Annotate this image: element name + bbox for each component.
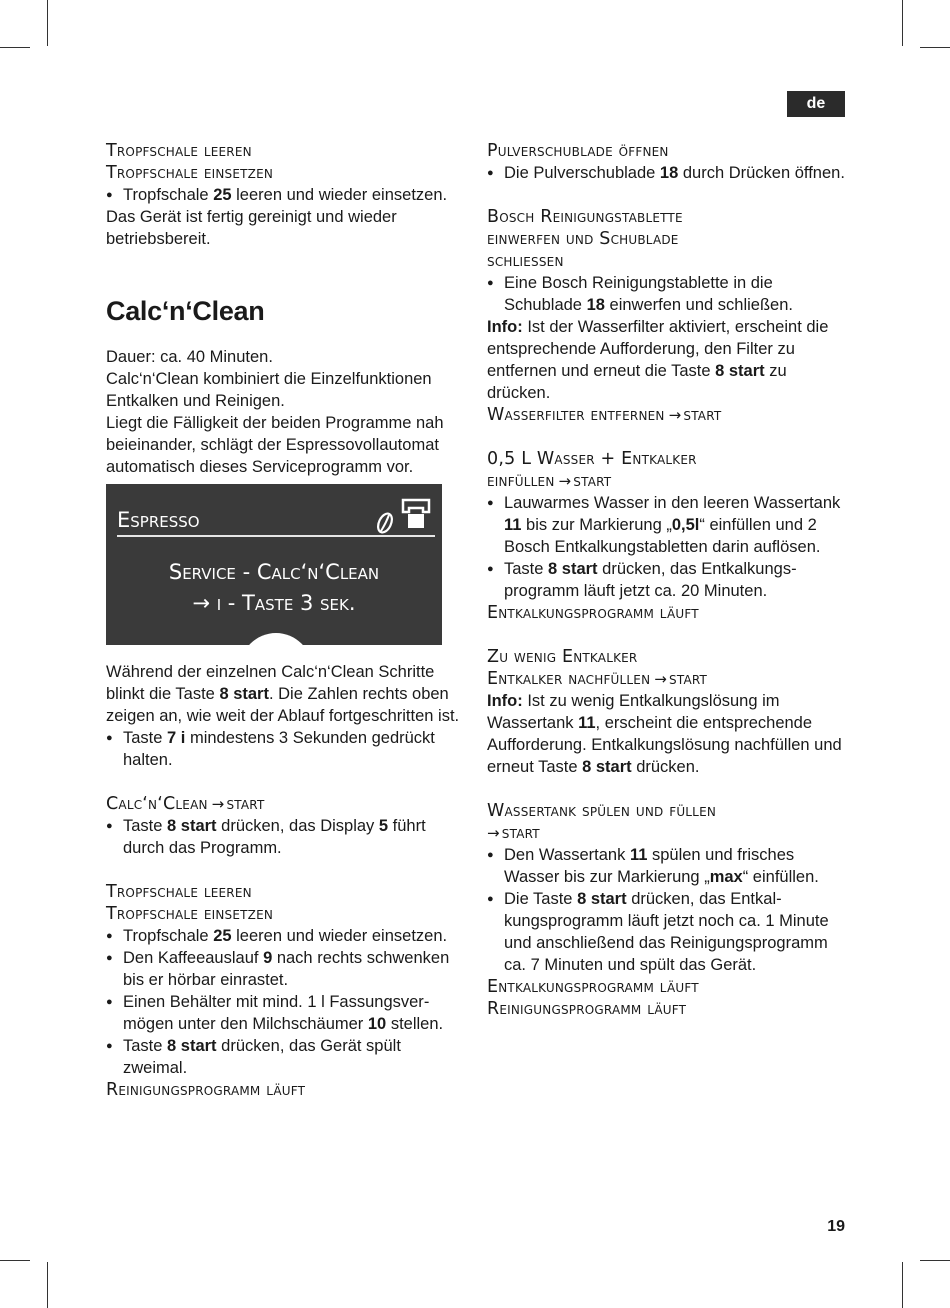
crop-mark — [902, 1262, 903, 1308]
display-message: Bosch Reinigungstablette — [487, 207, 683, 227]
display-message: schliessen — [487, 251, 564, 271]
display-message: → start — [487, 823, 540, 843]
paragraph: Während der einzelnen Calc‘n‘Clean Schritte blinkt die Taste 8 start. Die Zahlen rechts oben zeigen an, wie weit der Ablauf fortgeschritten ist. — [106, 663, 460, 725]
instruction-list — [106, 925, 466, 1079]
info-paragraph: Info: Ist zu wenig Entkalkungslösung im Wassertank 11, erscheint die entsprechende Aufforderung. Entkalkungslösung nachfüllen und erneut Taste 8 start drücken. — [487, 692, 842, 776]
display-line: Service - Calc‘n‘Clean — [168, 560, 380, 584]
cup-icon — [401, 498, 431, 530]
left-column — [106, 140, 466, 1101]
section-title: Calc‘n‘Clean — [106, 296, 265, 326]
paragraph: Das Gerät ist fertig gereinigt und wieder betriebsbereit. — [106, 208, 397, 248]
instruction-list — [487, 844, 849, 976]
display-message: Tropfschale leeren — [106, 141, 252, 161]
display-title: Espresso — [117, 508, 200, 532]
crop-mark — [47, 0, 48, 46]
crop-mark — [920, 47, 950, 48]
instruction-list — [487, 272, 849, 316]
display-message: Entkalker nachfüllen → start — [487, 669, 708, 689]
list-item: ● Tropfschale 25 leeren und wieder einsetzen. — [106, 925, 466, 947]
instruction-list — [106, 815, 466, 859]
page-number: 19 — [827, 1218, 845, 1235]
crop-mark — [902, 0, 903, 46]
arrow-right-icon: → — [211, 795, 225, 813]
list-item: ● Die Taste 8 start drücken, das Entkalkungsprogramm läuft jetzt noch ca. 1 Minute und anschließend das Reinigungsprogramm ca. 7 Minuten und spült das Gerät. — [487, 888, 849, 976]
paragraph: Liegt die Fälligkeit der beiden Programme nah beieinander, schlägt der Espressovollautomat automatisch dieses Serviceprogramm vor. — [106, 414, 444, 476]
display-message: Reinigungsprogramm läuft — [487, 999, 687, 1019]
paragraph: Dauer: ca. 40 Minuten. — [106, 348, 273, 366]
list-item: ● Taste 7 i mindestens 3 Sekunden gedrückt halten. — [106, 727, 466, 771]
paragraph: Calc‘n‘Clean kombiniert die Einzelfunktionen Entkalken und Reinigen. — [106, 370, 432, 410]
list-item: ● Lauwarmes Wasser in den leeren Wassertank 11 bis zur Markierung „0,5l“ einfüllen und 2 Bosch Entkalkungstabletten darin auflösen. — [487, 492, 849, 558]
display-message: Tropfschale leeren — [106, 882, 252, 902]
arrow-right-icon: → — [487, 824, 500, 842]
crop-mark — [47, 1262, 48, 1308]
list-item: ● Taste 8 start drücken, das Entkalkungsprogramm läuft jetzt ca. 20 Minuten. — [487, 558, 849, 602]
instruction-list — [487, 492, 849, 602]
list-item: ● Eine Bosch Reinigungstablette in die Schublade 18 einwerfen und schließen. — [487, 272, 849, 316]
info-paragraph: Info: Ist der Wasserfilter aktiviert, erscheint die entsprechende Aufforderung, den Filter zu entfernen und erneut die Taste 8 start zu drücken. — [487, 318, 829, 402]
list-item: ● Einen Behälter mit mind. 1 l Fassungsvermögen unter den Milchschäumer 10 stellen. — [106, 991, 466, 1035]
crop-mark — [0, 1260, 30, 1261]
instruction-list — [106, 184, 466, 206]
display-message: Entkalkungsprogramm läuft — [487, 603, 699, 623]
list-item: ● Die Pulverschublade 18 durch Drücken öffnen. — [487, 162, 849, 184]
list-item: ● Den Wassertank 11 spülen und frisches Wasser bis zur Markierung „max“ einfüllen. — [487, 844, 849, 888]
display-message: Tropfschale einsetzen — [106, 163, 274, 183]
list-item: ● Taste 8 start drücken, das Gerät spült zweimal. — [106, 1035, 466, 1079]
list-item: ● Den Kaffeeauslauf 9 nach rechts schwenken bis er hörbar einrastet. — [106, 947, 466, 991]
display-message: Calc‘n‘Clean → start — [106, 794, 265, 814]
display-message: Wassertank spülen und füllen — [487, 801, 717, 821]
display-message: einfüllen → start — [487, 471, 612, 491]
list-item: ● Taste 8 start drücken, das Display 5 führt durch das Programm. — [106, 815, 466, 859]
display-message: Pulverschublade öffnen — [487, 141, 669, 161]
display-message: Zu wenig Entkalker — [487, 647, 638, 667]
display-message: Reinigungsprogramm läuft — [106, 1080, 306, 1100]
display-message: einwerfen und Schublade — [487, 229, 679, 249]
display-knob — [240, 633, 312, 645]
instruction-list — [106, 727, 466, 771]
display-header — [117, 505, 435, 537]
display-message: Entkalkungsprogramm läuft — [487, 977, 699, 997]
arrow-right-icon: → — [558, 472, 572, 490]
display-screen — [106, 484, 442, 645]
crop-mark — [920, 1260, 950, 1261]
instruction-list — [487, 162, 849, 184]
display-message: Wasserfilter entfernen → start — [487, 405, 722, 425]
right-column — [487, 140, 849, 1020]
language-badge: de — [787, 91, 845, 117]
list-item: ● Tropfschale 25 leeren und wieder einsetzen. — [106, 184, 466, 206]
arrow-right-icon: → — [668, 406, 682, 424]
crop-mark — [0, 47, 30, 48]
display-message: 0,5 L Wasser + Entkalker — [487, 449, 697, 469]
arrow-right-icon: → — [654, 670, 668, 688]
display-line: → i - Taste 3 sek. — [192, 591, 356, 615]
display-message: Tropfschale einsetzen — [106, 904, 274, 924]
